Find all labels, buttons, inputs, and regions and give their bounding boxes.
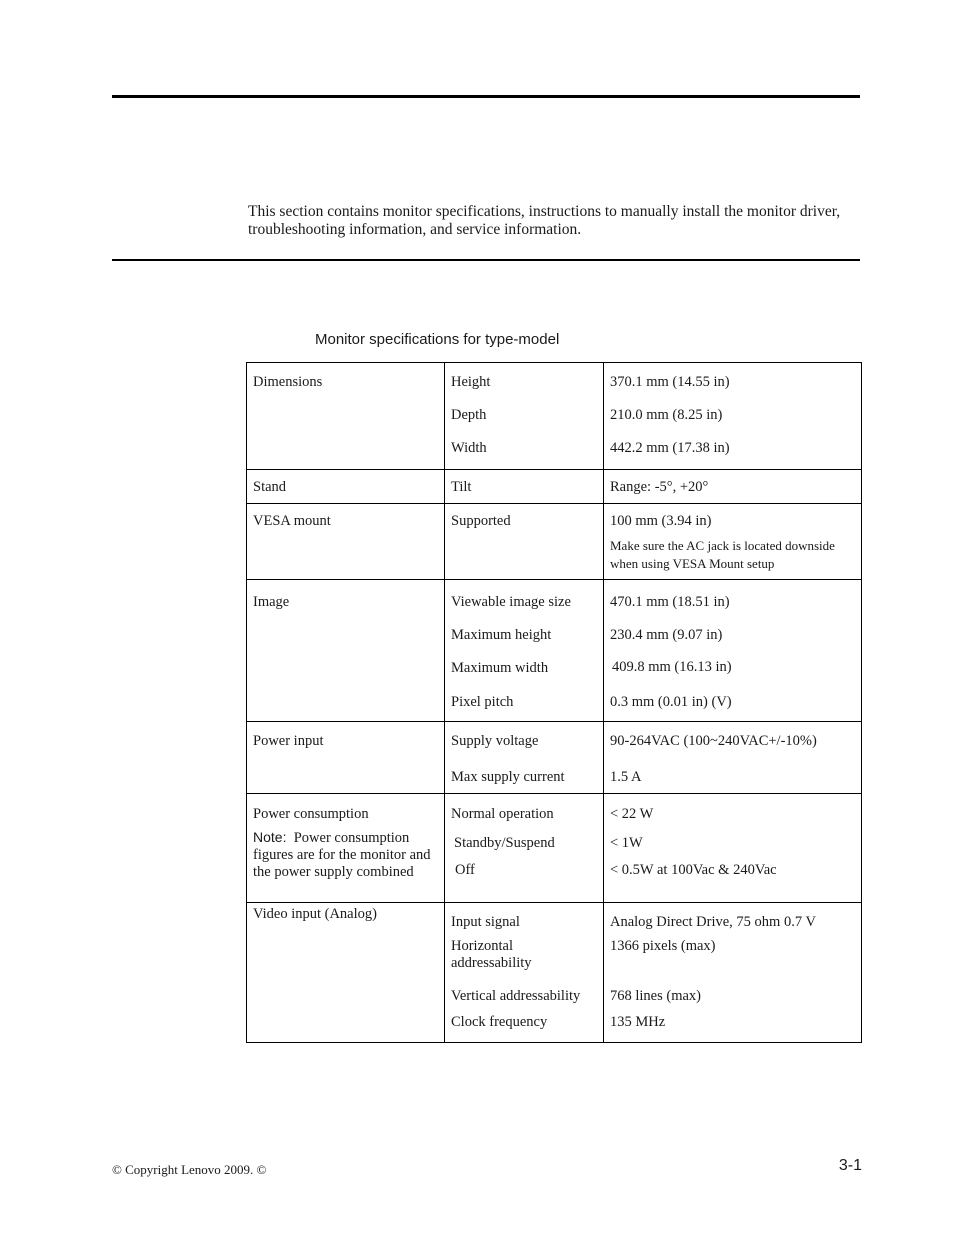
row-power-input — [247, 722, 862, 794]
value-cell — [604, 722, 862, 794]
row-image — [247, 580, 862, 722]
value-label: Range: -5°, +20° — [610, 479, 709, 495]
item-label: Maximum width — [451, 660, 549, 676]
value-label: < 22 W — [610, 806, 654, 822]
item-cell — [445, 580, 604, 722]
item-label: Height — [451, 374, 491, 390]
intro-paragraph: This section contains monitor specifications, instructions to manually install the monitor driver, troubleshooting information, and service information. — [248, 203, 841, 238]
category-label: Power input — [253, 733, 324, 749]
value-cell — [604, 903, 862, 1043]
value-label: 1.5 A — [610, 769, 642, 785]
category-cell — [247, 903, 445, 1043]
category-cell — [247, 363, 445, 470]
category-cell — [247, 722, 445, 794]
value-cell — [604, 504, 862, 580]
value-label: 230.4 mm (9.07 in) — [610, 627, 723, 643]
row-dimensions — [247, 363, 862, 470]
value-label: 370.1 mm (14.55 in) — [610, 374, 730, 390]
item-label: Off — [455, 862, 475, 878]
vesa-note: Make sure the AC jack is located downside when using VESA Mount setup — [610, 538, 835, 571]
item-label: Pixel pitch — [451, 694, 514, 710]
item-label: Normal operation — [451, 806, 554, 822]
category-cell — [247, 504, 445, 580]
section-rule — [112, 259, 860, 261]
category-label: VESA mount — [253, 513, 331, 529]
item-label: Input signal — [451, 914, 520, 930]
item-cell — [445, 722, 604, 794]
value-cell — [604, 470, 862, 504]
category-cell — [247, 580, 445, 722]
item-label: Supply voltage — [451, 733, 539, 749]
item-label: Clock frequency — [451, 1014, 548, 1030]
value-label: Analog Direct Drive, 75 ohm 0.7 V — [610, 914, 816, 930]
row-video-input — [247, 903, 862, 1043]
category-label: Image — [253, 594, 290, 610]
value-cell — [604, 363, 862, 470]
category-cell — [247, 794, 445, 903]
item-cell — [445, 504, 604, 580]
table-caption: Monitor specifications for type-model — [315, 331, 560, 348]
value-cell — [604, 794, 862, 903]
item-cell — [445, 794, 604, 903]
value-label: 100 mm (3.94 in) — [610, 513, 712, 529]
value-label: 210.0 mm (8.25 in) — [610, 407, 723, 423]
value-cell — [604, 580, 862, 722]
category-label: Video input (Analog) — [253, 906, 377, 922]
category-label: Stand — [253, 479, 287, 495]
row-vesa-mount — [247, 504, 862, 580]
top-rule — [112, 95, 860, 98]
value-label: 470.1 mm (18.51 in) — [610, 594, 730, 610]
power-note — [253, 829, 440, 881]
copyright: © Copyright Lenovo 2009. © — [112, 1162, 267, 1177]
item-label: Width — [451, 440, 487, 456]
value-label: 0.3 mm (0.01 in) (V) — [610, 694, 732, 710]
item-cell — [445, 363, 604, 470]
note-label: Note: — [253, 829, 287, 845]
value-label: 135 MHz — [610, 1014, 666, 1030]
category-cell — [247, 470, 445, 504]
value-label: 442.2 mm (17.38 in) — [610, 440, 730, 456]
item-label: Standby/Suspend — [454, 835, 555, 851]
item-cell — [445, 903, 604, 1043]
item-label: Horizontal addressability — [451, 938, 532, 971]
page-number: 3-1 — [838, 1157, 862, 1174]
item-cell — [445, 470, 604, 504]
row-power-consumption — [247, 794, 862, 903]
value-label: < 0.5W at 100Vac & 240Vac — [610, 862, 777, 878]
item-label: Vertical addressability — [451, 988, 581, 1004]
category-label: Dimensions — [253, 374, 323, 390]
spec-table — [246, 362, 862, 1043]
item-label: Max supply current — [451, 769, 565, 785]
category-label: Power consumption — [253, 806, 369, 822]
item-label: Maximum height — [451, 627, 552, 643]
value-label: 1366 pixels (max) — [610, 938, 716, 954]
row-stand — [247, 470, 862, 504]
item-label: Supported — [451, 513, 511, 529]
item-label: Viewable image size — [451, 594, 571, 610]
value-label: 90-264VAC (100~240VAC+/-10%) — [610, 733, 817, 749]
value-label: < 1W — [610, 835, 643, 851]
value-label: 768 lines (max) — [610, 988, 702, 1004]
value-label: 409.8 mm (16.13 in) — [612, 659, 732, 675]
note-text: Power consumption figures are for the monitor and the power supply combined — [253, 830, 431, 880]
item-label: Tilt — [451, 479, 472, 495]
item-label: Depth — [451, 407, 487, 423]
